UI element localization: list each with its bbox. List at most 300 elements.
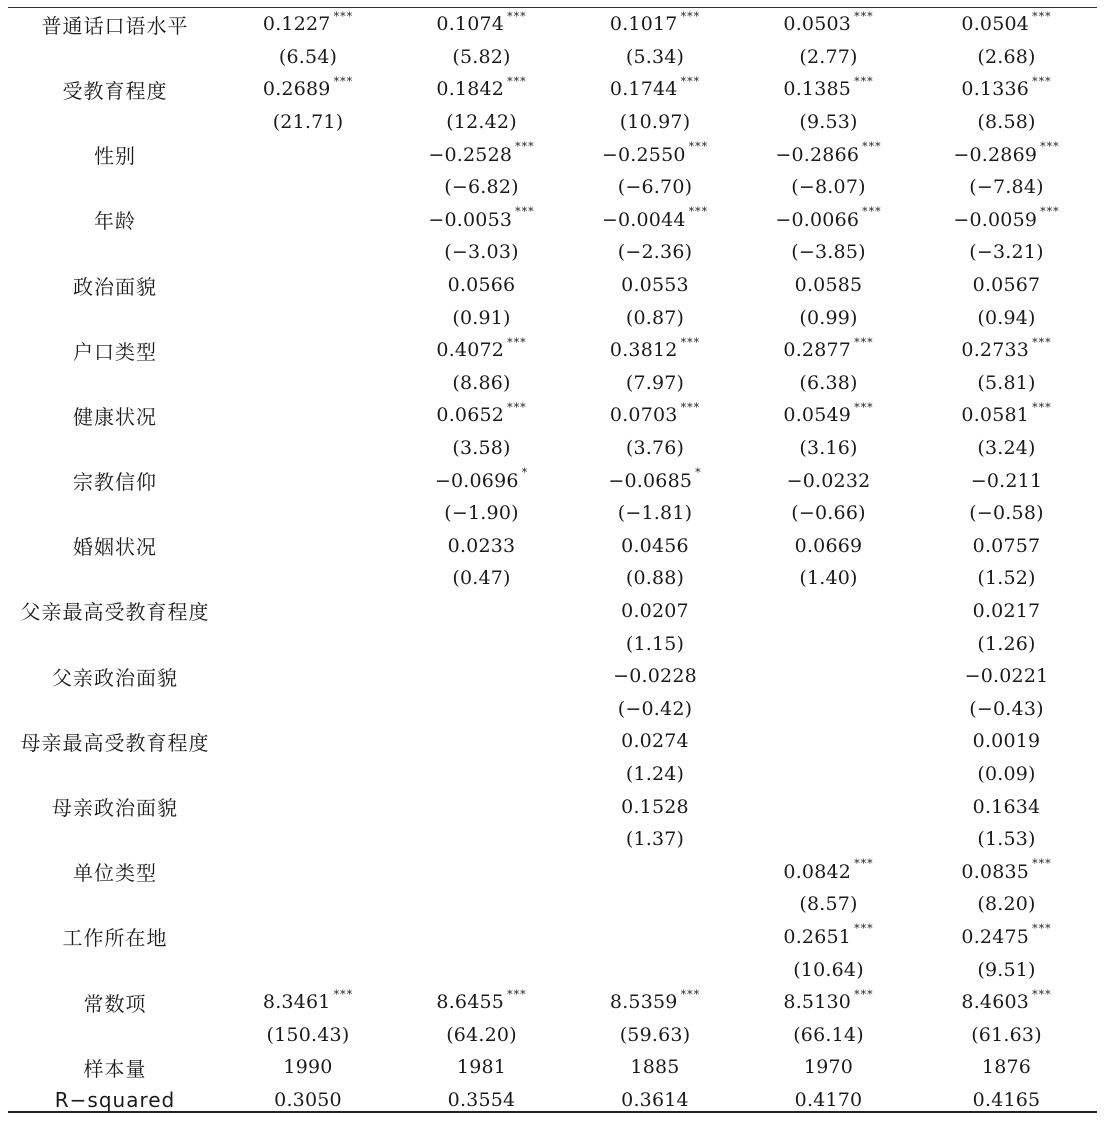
coefficient-cell — [222, 595, 394, 628]
t-statistic-cell — [222, 301, 394, 334]
t-stat-row — [8, 171, 1097, 204]
coefficient-cell — [394, 986, 569, 1019]
table-row — [8, 921, 1097, 954]
coefficient-cell — [569, 73, 741, 106]
t-statistic-cell — [394, 823, 569, 856]
variable-label — [8, 432, 222, 465]
cell-value: (−2.36) — [617, 241, 693, 264]
cell-value: (1.40) — [799, 567, 858, 590]
t-statistic-cell — [222, 627, 394, 660]
t-statistic-cell — [569, 627, 741, 660]
variable-label: 性别 — [94, 144, 136, 169]
cell-value: 1876 — [981, 1056, 1032, 1079]
cell-value: 0.1017 — [609, 13, 678, 36]
coefficient-cell — [916, 73, 1097, 106]
t-statistic-cell — [394, 627, 569, 660]
variable-label: 受教育程度 — [62, 78, 168, 103]
t-stat-row — [8, 41, 1097, 74]
coefficient-cell — [916, 464, 1097, 497]
coefficient-cell — [741, 725, 916, 758]
coefficient-cell — [222, 986, 394, 1019]
coefficient-cell — [741, 138, 916, 171]
coefficient-cell — [916, 921, 1097, 954]
coefficient-cell — [394, 660, 569, 693]
cell-value: (3.24) — [977, 437, 1036, 460]
cell-value: 1990 — [283, 1056, 333, 1079]
cell-value: (−0.43) — [969, 697, 1044, 720]
cell-value: −0.2550 — [601, 143, 686, 166]
t-statistic-cell — [741, 367, 916, 400]
t-statistic-cell — [916, 497, 1097, 530]
variable-label: 工作所在地 — [62, 926, 168, 951]
cell-value: 0.3614 — [621, 1088, 689, 1111]
coefficient-cell — [569, 138, 741, 171]
cell-value: 0.2475 — [961, 925, 1030, 948]
cell-value: (8.58) — [977, 111, 1036, 134]
variable-label: 常数项 — [83, 991, 147, 1016]
t-statistic-cell — [222, 1018, 394, 1051]
cell-value: 0.0842 — [783, 860, 852, 883]
cell-value: (0.47) — [452, 567, 511, 590]
variable-label: 健康状况 — [73, 404, 157, 429]
cell-value: 0.2733 — [961, 339, 1030, 362]
significance-stars: *** — [854, 987, 874, 1001]
variable-label — [8, 41, 222, 74]
coefficient-cell — [741, 204, 916, 237]
cell-value: (21.71) — [272, 111, 344, 134]
cell-value: 0.0503 — [783, 13, 852, 36]
cell-value: 8.6455 — [436, 991, 505, 1014]
t-statistic-cell — [222, 692, 394, 725]
t-statistic-cell — [569, 888, 741, 921]
cell-value: (0.09) — [977, 762, 1036, 785]
statistic-cell — [394, 1051, 569, 1084]
cell-value: 0.0669 — [794, 534, 863, 557]
cell-value: (5.81) — [977, 371, 1036, 394]
significance-stars: *** — [854, 9, 874, 23]
cell-value: 0.0217 — [972, 599, 1041, 622]
cell-value: −0.0696 — [434, 469, 519, 492]
t-stat-row — [8, 692, 1097, 725]
cell-value: 8.5130 — [783, 991, 852, 1014]
cell-value: 0.0207 — [621, 599, 689, 622]
t-statistic-cell — [741, 692, 916, 725]
t-statistic-cell — [569, 41, 741, 74]
cell-value: 0.0553 — [621, 274, 689, 297]
table-row — [8, 204, 1097, 237]
variable-label — [8, 171, 222, 204]
cell-value: (0.94) — [977, 306, 1036, 329]
cell-value: 8.3461 — [262, 991, 331, 1014]
t-statistic-cell — [741, 888, 916, 921]
t-statistic-cell — [916, 888, 1097, 921]
table-row — [8, 790, 1097, 823]
variable-label: 单位类型 — [73, 861, 157, 886]
variable-label: 年龄 — [94, 209, 136, 234]
significance-stars: *** — [854, 922, 874, 936]
table-row — [8, 334, 1097, 367]
t-statistic-cell — [569, 171, 741, 204]
significance-stars: *** — [507, 987, 527, 1001]
cell-value: 1981 — [456, 1056, 507, 1079]
coefficient-cell — [569, 986, 741, 1019]
t-statistic-cell — [569, 236, 741, 269]
cell-value: 0.4165 — [972, 1088, 1041, 1111]
t-statistic-cell — [741, 106, 916, 139]
cell-value: (6.38) — [799, 371, 858, 394]
cell-value: 0.2877 — [783, 339, 852, 362]
cell-value: (9.51) — [977, 958, 1036, 981]
coefficient-cell — [741, 8, 916, 41]
coefficient-cell — [569, 204, 741, 237]
t-statistic-cell — [916, 236, 1097, 269]
t-statistic-cell — [222, 171, 394, 204]
t-statistic-cell — [222, 236, 394, 269]
significance-stars: *** — [854, 400, 874, 414]
significance-stars: *** — [507, 74, 527, 88]
table-row — [8, 138, 1097, 171]
significance-stars: *** — [515, 140, 535, 154]
cell-value: (−3.85) — [791, 241, 866, 264]
coefficient-cell — [222, 399, 394, 432]
coefficient-cell — [394, 464, 569, 497]
statistic-cell — [222, 1051, 394, 1084]
cell-value: (66.14) — [793, 1023, 864, 1046]
table-row — [8, 530, 1097, 563]
t-statistic-cell — [916, 301, 1097, 334]
coefficient-cell — [916, 725, 1097, 758]
cell-value: 0.0274 — [621, 730, 689, 753]
t-statistic-cell — [394, 953, 569, 986]
coefficient-cell — [569, 530, 741, 563]
cell-value: (3.16) — [799, 437, 858, 460]
regression-table — [8, 8, 1097, 1116]
coefficient-cell — [916, 595, 1097, 628]
t-stat-row — [8, 432, 1097, 465]
coefficient-cell — [394, 921, 569, 954]
cell-value: (−3.03) — [444, 241, 519, 264]
coefficient-cell — [222, 73, 394, 106]
t-stat-row — [8, 497, 1097, 530]
t-stat-row — [8, 888, 1097, 921]
t-statistic-cell — [222, 758, 394, 791]
variable-label — [8, 823, 222, 856]
cell-value: (5.34) — [625, 45, 685, 68]
t-stat-row — [8, 953, 1097, 986]
coefficient-cell — [569, 334, 741, 367]
cell-value: (8.86) — [452, 371, 511, 394]
cell-value: 0.0585 — [794, 274, 863, 297]
significance-stars: *** — [854, 857, 874, 871]
variable-label: 母亲政治面貌 — [52, 796, 178, 821]
t-statistic-cell — [741, 236, 916, 269]
t-statistic-cell — [741, 562, 916, 595]
cell-value: (8.20) — [977, 893, 1036, 916]
cell-value: (2.68) — [977, 45, 1036, 68]
coefficient-cell — [222, 855, 394, 888]
t-statistic-cell — [916, 953, 1097, 986]
cell-value: −0.0044 — [601, 208, 686, 231]
significance-stars: *** — [680, 335, 701, 349]
t-statistic-cell — [741, 823, 916, 856]
t-stat-row — [8, 1018, 1097, 1051]
variable-label — [8, 953, 222, 986]
cell-value: 0.0835 — [961, 860, 1030, 883]
cell-value: (61.63) — [971, 1023, 1042, 1046]
table-row — [8, 986, 1097, 1019]
variable-label — [8, 1018, 222, 1051]
coefficient-cell — [916, 138, 1097, 171]
significance-stars: *** — [1032, 987, 1052, 1001]
cell-value: (10.64) — [793, 958, 864, 981]
coefficient-cell — [222, 464, 394, 497]
cell-value: 0.1842 — [436, 78, 505, 101]
cell-value: 0.3050 — [274, 1088, 342, 1111]
coefficient-cell — [741, 399, 916, 432]
t-statistic-cell — [916, 41, 1097, 74]
t-statistic-cell — [222, 367, 394, 400]
t-statistic-cell — [916, 692, 1097, 725]
coefficient-cell — [394, 725, 569, 758]
table-row — [8, 8, 1097, 41]
variable-label — [8, 888, 222, 921]
significance-stars: *** — [680, 987, 701, 1001]
variable-label: 样本量 — [83, 1056, 147, 1081]
t-statistic-cell — [569, 432, 741, 465]
t-statistic-cell — [916, 367, 1097, 400]
cell-value: 0.1336 — [961, 78, 1030, 101]
t-statistic-cell — [222, 562, 394, 595]
t-statistic-cell — [222, 432, 394, 465]
t-statistic-cell — [222, 41, 394, 74]
cell-value: 0.0504 — [961, 13, 1030, 36]
coefficient-cell — [741, 986, 916, 1019]
coefficient-cell — [916, 660, 1097, 693]
significance-stars: *** — [1032, 857, 1052, 871]
variable-label: 户口类型 — [73, 339, 157, 364]
coefficient-cell — [222, 138, 394, 171]
coefficient-cell — [222, 660, 394, 693]
significance-stars: *** — [1032, 74, 1052, 88]
cell-value: (59.63) — [619, 1023, 691, 1046]
cell-value: (0.88) — [625, 567, 685, 590]
cell-value: (0.99) — [799, 306, 858, 329]
cell-value: −0.2528 — [428, 143, 513, 166]
cell-value: 0.0652 — [436, 404, 505, 427]
cell-value: (7.97) — [625, 371, 685, 394]
t-statistic-cell — [741, 171, 916, 204]
statistic-cell — [569, 1051, 741, 1084]
significance-stars: *** — [1032, 9, 1052, 23]
cell-value: (8.57) — [799, 893, 858, 916]
cell-value: 0.1634 — [972, 795, 1041, 818]
significance-stars: * — [521, 466, 529, 480]
coefficient-cell — [741, 464, 916, 497]
coefficient-cell — [394, 138, 569, 171]
t-statistic-cell — [569, 758, 741, 791]
coefficient-cell — [222, 921, 394, 954]
cell-value: (1.52) — [977, 567, 1036, 590]
t-statistic-cell — [569, 823, 741, 856]
coefficient-cell — [394, 595, 569, 628]
significance-stars: *** — [515, 205, 535, 219]
variable-label — [8, 562, 222, 595]
cell-value: −0.0228 — [613, 665, 697, 688]
t-statistic-cell — [394, 41, 569, 74]
cell-value: 1970 — [803, 1056, 854, 1079]
coefficient-cell — [569, 464, 741, 497]
t-statistic-cell — [394, 497, 569, 530]
t-statistic-cell — [569, 692, 741, 725]
statistic-cell — [741, 1051, 916, 1084]
t-statistic-cell — [569, 106, 741, 139]
t-statistic-cell — [394, 301, 569, 334]
cell-value: 0.0567 — [972, 274, 1041, 297]
cell-value: (150.43) — [266, 1023, 350, 1046]
cell-value: −0.2869 — [953, 143, 1038, 166]
coefficient-cell — [916, 790, 1097, 823]
cell-value: −0.0221 — [964, 665, 1049, 688]
coefficient-cell — [222, 269, 394, 302]
t-statistic-cell — [222, 106, 394, 139]
t-statistic-cell — [916, 1018, 1097, 1051]
cell-value: (1.15) — [625, 632, 685, 655]
t-statistic-cell — [394, 367, 569, 400]
t-stat-row — [8, 823, 1097, 856]
coefficient-cell — [741, 790, 916, 823]
cell-value: 0.0757 — [972, 534, 1041, 557]
variable-label: 父亲政治面貌 — [52, 665, 178, 690]
cell-value: 1885 — [630, 1056, 680, 1079]
t-statistic-cell — [741, 1018, 916, 1051]
significance-stars: *** — [333, 74, 354, 88]
coefficient-cell — [916, 986, 1097, 1019]
variable-label — [8, 236, 222, 269]
cell-value: 0.0019 — [972, 730, 1041, 753]
t-stat-row — [8, 367, 1097, 400]
t-statistic-cell — [741, 627, 916, 660]
variable-label — [8, 627, 222, 660]
significance-stars: *** — [680, 400, 701, 414]
coefficient-cell — [394, 399, 569, 432]
cell-value: 0.3812 — [609, 339, 678, 362]
t-statistic-cell — [394, 888, 569, 921]
t-statistic-cell — [569, 497, 741, 530]
t-statistic-cell — [916, 562, 1097, 595]
coefficient-cell — [569, 855, 741, 888]
t-statistic-cell — [916, 627, 1097, 660]
coefficient-cell — [569, 8, 741, 41]
variable-label — [8, 497, 222, 530]
cell-value: (3.58) — [452, 437, 511, 460]
cell-value: 0.0549 — [783, 404, 852, 427]
cell-value: (64.20) — [446, 1023, 517, 1046]
significance-stars: *** — [1032, 400, 1052, 414]
significance-stars: *** — [333, 987, 354, 1001]
variable-label: 普通话口语水平 — [41, 13, 189, 38]
coefficient-cell — [569, 790, 741, 823]
coefficient-cell — [394, 73, 569, 106]
coefficient-cell — [222, 334, 394, 367]
t-statistic-cell — [916, 758, 1097, 791]
cell-value: (12.42) — [446, 111, 517, 134]
coefficient-cell — [741, 660, 916, 693]
cell-value: −0.0685 — [608, 469, 693, 492]
t-statistic-cell — [569, 562, 741, 595]
coefficient-cell — [741, 530, 916, 563]
coefficient-cell — [569, 269, 741, 302]
coefficient-cell — [222, 725, 394, 758]
cell-value: 0.1227 — [262, 13, 331, 36]
cell-value: −0.211 — [970, 469, 1043, 492]
coefficient-cell — [222, 790, 394, 823]
cell-value: 0.0581 — [961, 404, 1030, 427]
coefficient-cell — [741, 269, 916, 302]
t-statistic-cell — [394, 236, 569, 269]
cell-value: (6.54) — [278, 45, 338, 68]
significance-stars: *** — [1032, 335, 1052, 349]
variable-label — [8, 367, 222, 400]
t-statistic-cell — [741, 497, 916, 530]
cell-value: (−1.81) — [617, 502, 693, 525]
cell-value: (−6.70) — [617, 176, 693, 199]
coefficient-cell — [916, 8, 1097, 41]
cell-value: 0.0566 — [447, 274, 516, 297]
cell-value: −0.0066 — [775, 208, 860, 231]
significance-stars: *** — [1032, 922, 1052, 936]
significance-stars: *** — [507, 335, 527, 349]
cell-value: −0.0232 — [786, 469, 871, 492]
cell-value: 0.3554 — [447, 1088, 516, 1111]
t-statistic-cell — [394, 1018, 569, 1051]
variable-label: 政治面貌 — [73, 274, 157, 299]
variable-label: R−squared — [54, 1087, 176, 1112]
cell-value: (0.87) — [625, 306, 685, 329]
variable-label — [8, 758, 222, 791]
cell-value: (−7.84) — [969, 176, 1044, 199]
table-row — [8, 725, 1097, 758]
coefficient-cell — [741, 855, 916, 888]
table-row — [8, 399, 1097, 432]
cell-value: (1.26) — [977, 632, 1036, 655]
table-row — [8, 464, 1097, 497]
significance-stars: *** — [854, 335, 874, 349]
coefficient-cell — [916, 399, 1097, 432]
coefficient-cell — [569, 595, 741, 628]
cell-value: −0.0053 — [428, 208, 513, 231]
t-statistic-cell — [741, 758, 916, 791]
table-row — [8, 595, 1097, 628]
table-row — [8, 855, 1097, 888]
cell-value: (−3.21) — [969, 241, 1044, 264]
cell-value: 0.0703 — [609, 404, 678, 427]
significance-stars: * — [695, 466, 702, 480]
t-statistic-cell — [394, 562, 569, 595]
t-statistic-cell — [741, 953, 916, 986]
cell-value: 8.4603 — [961, 991, 1030, 1014]
table-bottom-rule — [8, 1111, 1097, 1113]
t-statistic-cell — [741, 432, 916, 465]
cell-value: (−6.82) — [444, 176, 519, 199]
variable-label: 母亲最高受教育程度 — [20, 730, 210, 755]
t-statistic-cell — [222, 823, 394, 856]
variable-label: 婚姻状况 — [73, 535, 157, 560]
coefficient-cell — [741, 334, 916, 367]
coefficient-cell — [569, 921, 741, 954]
t-statistic-cell — [394, 171, 569, 204]
t-statistic-cell — [741, 41, 916, 74]
significance-stars: *** — [862, 140, 882, 154]
